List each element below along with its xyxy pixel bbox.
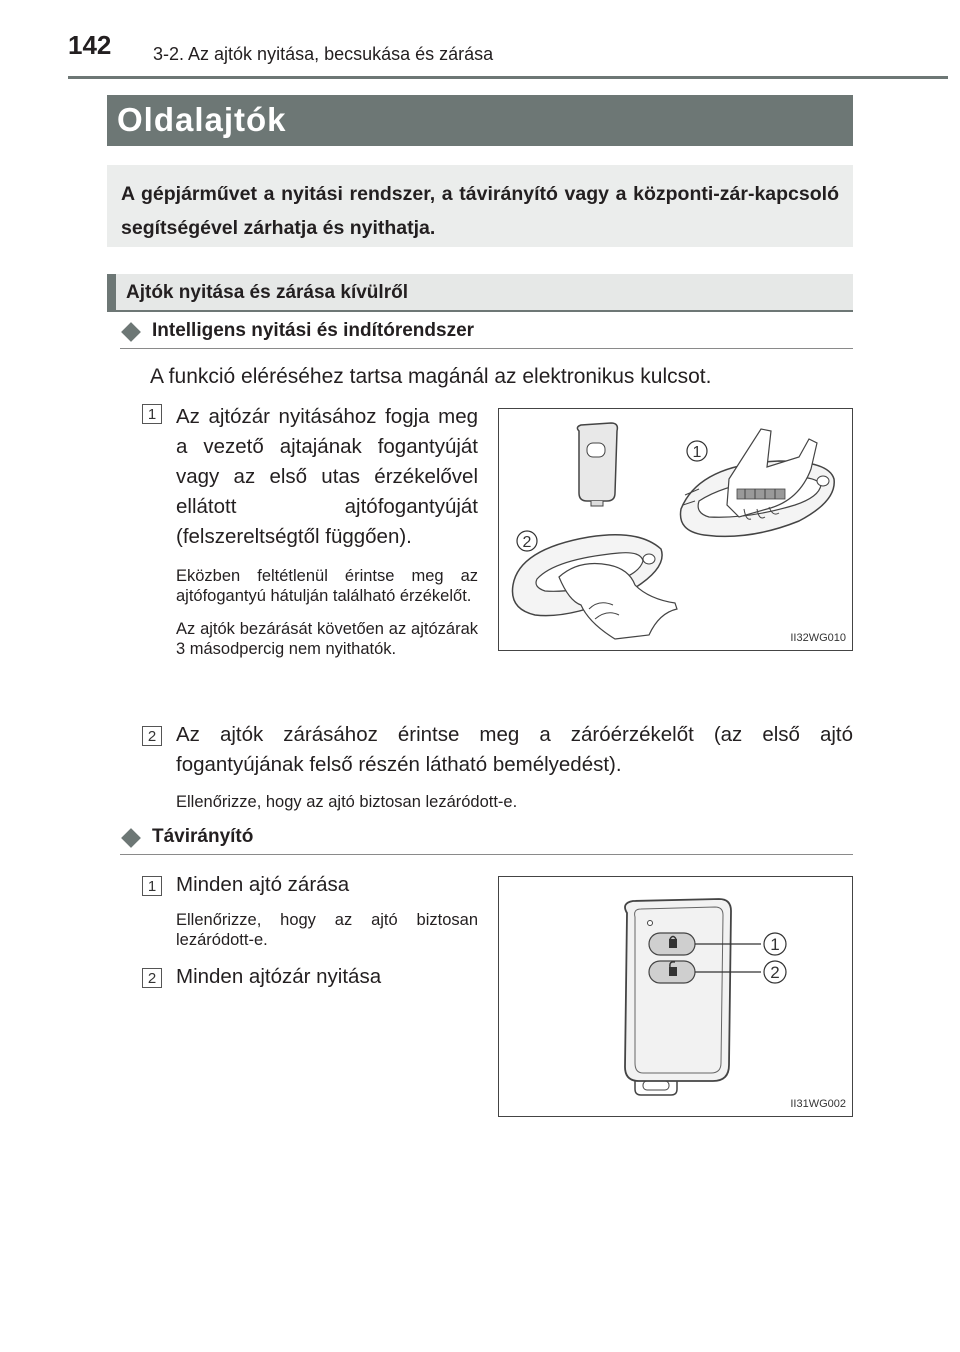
remote-step1-block: [176, 870, 478, 950]
figure-code-2: II31WG002: [790, 1098, 846, 1110]
callout-1-label: 1: [692, 444, 702, 461]
step2-text: Az ajtók zárásához érintse meg a záróérzékelőt (az első ajtó fogantyújának felső részén látható bemélyedést).: [176, 723, 853, 776]
callout-2-label: 2: [522, 534, 532, 551]
remote-key-icon: [625, 899, 761, 1095]
step2-block: [176, 720, 853, 812]
door-handle-figure: [498, 408, 853, 651]
subheading-remote: [120, 824, 853, 855]
remote-step2-text: Minden ajtózár nyitása: [176, 965, 382, 988]
door-handle-illustration: [499, 409, 852, 650]
page-title: Oldalajtók: [117, 101, 287, 138]
subheading-smart-system-text: Intelligens nyitási és indítórendszer: [152, 320, 475, 341]
diamond-bullet-icon: [121, 322, 141, 342]
step1-block: [176, 402, 478, 659]
diamond-bullet-icon: [121, 828, 141, 848]
remote-callout-1-label: 1: [770, 935, 780, 954]
intro-text: A gépjárművet a nyitási rendszer, a távirányító vagy a központi-zár-kapcsoló segítségével zárhatja és nyithatja.: [121, 183, 839, 239]
section-heading-bar: [107, 274, 853, 312]
header-rule: [68, 76, 948, 79]
callout-2-icon: [517, 531, 537, 551]
door-handle-rear-icon: [512, 535, 677, 639]
remote-step1-text: Minden ajtó zárása: [176, 873, 350, 896]
smart-system-lead: A funkció eléréséhez tartsa magánál az elektronikus kulcsot.: [150, 365, 712, 388]
remote-step-number-2: 2: [142, 968, 162, 988]
step2-note: Ellenőrizze, hogy az ajtó biztosan lezáródott-e.: [176, 793, 518, 811]
callout-2-icon: [764, 961, 786, 983]
step1-text: Az ajtózár nyitásához fogja meg a vezető ajtajának fogantyúját vagy az első utas érzékelővel ellátott ajtófogantyúját (felszereltségtől függően).: [176, 405, 478, 548]
subheading-remote-text: Távirányító: [152, 826, 254, 847]
subheading-smart-system: [120, 318, 853, 349]
remote-key-figure: [498, 876, 853, 1117]
step1-note1: Eközben feltétlenül érintse meg az ajtófogantyú hátulján található érzékelőt.: [176, 567, 478, 605]
page-number: 142: [68, 30, 112, 60]
step-number-1: 1: [142, 404, 162, 424]
section-heading: Ajtók nyitása és zárása kívülről: [126, 282, 408, 303]
remote-callout-2-label: 2: [770, 963, 780, 982]
page-title-bar: [107, 95, 853, 146]
chapter-title: 3-2. Az ajtók nyitása, becsukása és zárása: [153, 44, 494, 64]
remote-key-illustration: [499, 877, 852, 1116]
section-accent: [107, 274, 116, 312]
intro-box: [107, 165, 853, 247]
remote-step-number-1: 1: [142, 876, 162, 896]
remote-step1-note: Ellenőrizze, hogy az ajtó biztosan lezáródott-e.: [176, 911, 478, 949]
remote-step2-block: [176, 962, 478, 992]
callout-1-icon: [687, 441, 707, 461]
figure-code-1: II32WG010: [790, 632, 846, 644]
smart-key-icon: [577, 423, 617, 506]
step-number-2: 2: [142, 726, 162, 746]
step1-note2: Az ajtók bezárását követően az ajtózárak 3 másodpercig nem nyithatók.: [176, 620, 478, 658]
callout-1-icon: [764, 933, 786, 955]
